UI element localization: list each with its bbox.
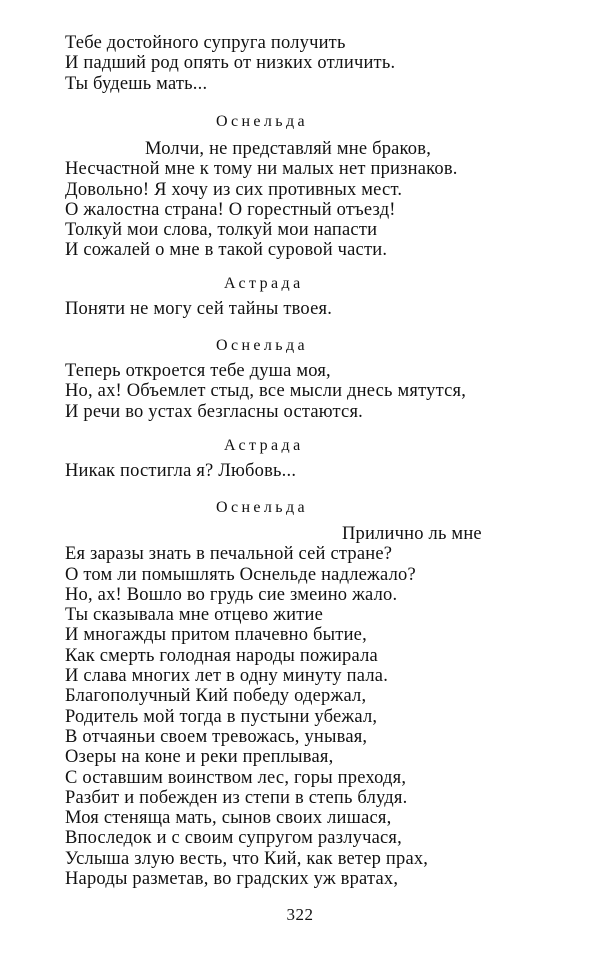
- verse-line: Несчастной мне к тому ни малых нет признаков.: [65, 159, 458, 180]
- verse-line: Впоследок и с своим супругом разлучася,: [65, 828, 402, 849]
- verse-line: Благополучный Кий победу одержал,: [65, 686, 367, 707]
- verse-line: Разбит и побежден из степи в степь блудя.: [65, 787, 408, 808]
- verse-line: И речи во устах безгласны остаются.: [65, 401, 364, 422]
- verse-line: Прилично ль мне: [342, 524, 482, 544]
- verse-line: Толкуй мои слова, толкуй мои напасти: [65, 220, 378, 241]
- verse-line: О жалостна страна! О горестный отъезд!: [65, 199, 396, 220]
- verse-line: С оставшим воинством лес, горы преходя,: [65, 767, 407, 788]
- verse-line: Но, ах! Вошло во грудь сие змеино жало.: [65, 584, 398, 605]
- page-number: 322: [286, 905, 314, 924]
- speaker-name: Астрада: [224, 437, 304, 454]
- verse-line: Молчи, не представляй мне браков,: [145, 139, 432, 159]
- verse-line: И сожалей о мне в такой суровой части.: [65, 240, 388, 261]
- verse-line: Как смерть голодная народы пожирала: [65, 645, 378, 666]
- verse-line: Ты сказывала мне отцево житие: [65, 605, 324, 626]
- verse-block-osnelda-1: [0, 139, 600, 261]
- speaker-name: Астрада: [224, 275, 304, 292]
- verse-block-continuation: [0, 33, 600, 94]
- speaker-name: Оснельда: [216, 337, 309, 354]
- verse-line: Моя стеняща мать, сынов своих лишася,: [65, 808, 392, 829]
- verse-block-osnelda-3: [0, 524, 600, 889]
- verse-line: Теперь откроется тебе душа моя,: [65, 361, 331, 381]
- speaker-name: Оснельда: [216, 113, 309, 130]
- verse-line: Тебе достойного супруга получить: [65, 33, 346, 53]
- speaker-name: Оснельда: [216, 499, 309, 516]
- verse-line: Родитель мой тогда в пустыни убежал,: [65, 706, 378, 727]
- verse-line: Услыша злую весть, что Кий, как ветер прах,: [65, 848, 429, 869]
- verse-line: Озеры на коне и реки преплывая,: [65, 747, 334, 768]
- verse-line: Народы разметав, во градских уж вратах,: [65, 869, 399, 890]
- verse-line: Ея заразы знать в печальной сей стране?: [65, 544, 393, 565]
- verse-line: Довольно! Я хочу из сих противных мест.: [65, 179, 403, 200]
- verse-line: И многажды притом плачевно бытие,: [65, 625, 367, 646]
- verse-line: Поняти не могу сей тайны твоея.: [65, 299, 333, 319]
- verse-line: Ты будешь мать...: [65, 73, 208, 94]
- verse-block-astrada-2: [0, 461, 600, 481]
- verse-block-osnelda-2: [0, 361, 600, 422]
- verse-line: И падший род опять от низких отличить.: [65, 53, 396, 74]
- verse-line: Никак постигла я? Любовь...: [65, 461, 297, 481]
- verse-block-astrada-1: [0, 299, 600, 319]
- verse-line: И слава многих лет в одну минуту пала.: [65, 666, 389, 687]
- verse-line: В отчаяньи своем тревожась, унывая,: [65, 726, 368, 747]
- verse-line: Но, ах! Объемлет стыд, все мысли днесь мятутся,: [65, 381, 467, 402]
- verse-line: О том ли помышлять Оснельде надлежало?: [65, 564, 416, 585]
